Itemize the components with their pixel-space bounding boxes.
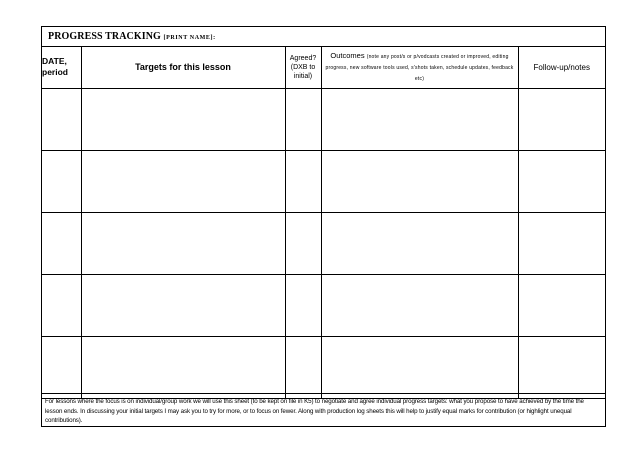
footer-instructions: For lessons where the focus is on individual/group work we will use this sheet (to be kept on file in K5) to negotiate and agree individual progress targets: what you propose to have achieved by the time the lesson ends. In discussing your initial targets I may ask you to try for more, or to focus on fewer. Along with production log sheets this will help to justify equal marks for contribution (or highlight unequal contributions). [42,393,605,426]
sheet-title [48,31,216,42]
table-row [42,150,605,212]
date-cell[interactable] [42,212,81,274]
targets-cell[interactable] [81,150,285,212]
title-row [42,27,605,47]
followup-header: Follow-up/notes [518,47,605,88]
outcomes-cell[interactable] [321,274,518,336]
outcomes-cell[interactable] [321,150,518,212]
targets-cell[interactable] [81,212,285,274]
header-row [42,47,605,88]
agreed-cell[interactable] [285,150,321,212]
date-cell[interactable] [42,274,81,336]
date-cell[interactable] [42,88,81,150]
outcomes-note: (note any post/s or p/vodcasts created or improved, editing progress, new software tools used, s'shots taken, schedule updates, feedback etc) [325,53,514,82]
date-cell[interactable] [42,336,81,398]
table-row [42,274,605,336]
table-row [42,88,605,150]
agreed-cell[interactable] [285,336,321,398]
targets-cell[interactable] [81,336,285,398]
date-cell[interactable] [42,150,81,212]
table-row [42,336,605,398]
targets-cell[interactable] [81,274,285,336]
followup-cell[interactable] [518,88,605,150]
title-text: PROGRESS TRACKING [48,31,161,42]
table-row [42,212,605,274]
followup-cell[interactable] [518,274,605,336]
outcomes-cell[interactable] [321,212,518,274]
agreed-header: Agreed? (DXB to initial) [285,47,321,88]
agreed-cell[interactable] [285,274,321,336]
outcomes-label: Outcomes [330,50,365,60]
date-period-header: DATE, period [42,47,81,88]
outcomes-cell[interactable] [321,336,518,398]
outcomes-header [321,47,518,88]
progress-tracking-sheet [41,26,606,427]
targets-header: Targets for this lesson [81,47,285,88]
print-name-label: [PRINT NAME]: [163,35,216,41]
followup-cell[interactable] [518,150,605,212]
followup-cell[interactable] [518,212,605,274]
outcomes-cell[interactable] [321,88,518,150]
followup-cell[interactable] [518,336,605,398]
tracking-table [42,47,605,399]
agreed-cell[interactable] [285,88,321,150]
targets-cell[interactable] [81,88,285,150]
agreed-cell[interactable] [285,212,321,274]
